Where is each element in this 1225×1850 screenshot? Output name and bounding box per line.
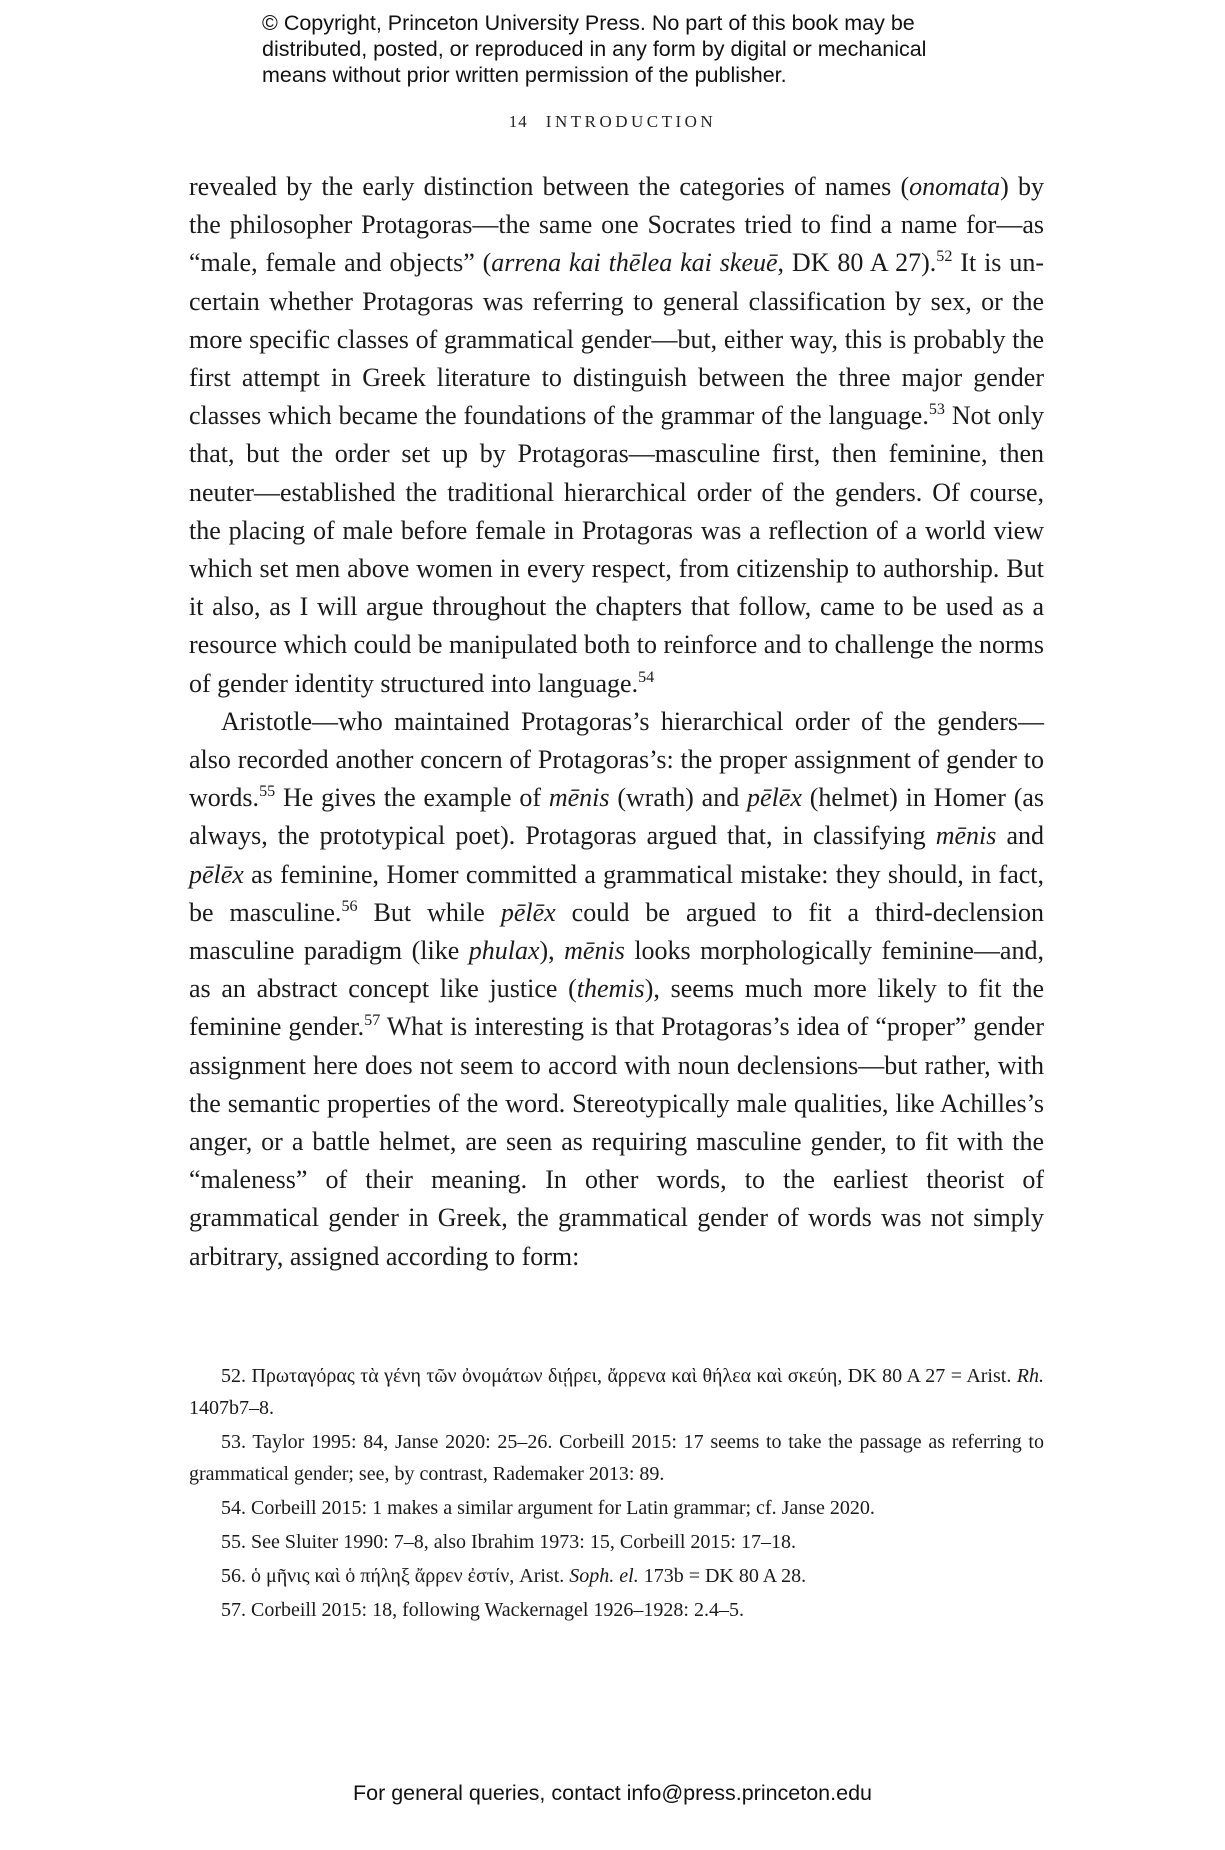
footnote-ref: 55 xyxy=(259,783,276,801)
text-run: ), seems much more likely to fit the feminine gender. xyxy=(189,974,1044,1042)
paragraph xyxy=(189,703,1044,1276)
footnote-55: 55. See Sluiter 1990: 7–8, also Ibrahim 1973: 15, Corbeill 2015: 17–18. xyxy=(221,1531,796,1553)
copyright-line: distributed, posted, or reproduced in any form by digital or mechanical xyxy=(262,37,927,61)
text-run: , DK 80 A 27). xyxy=(777,248,937,278)
footnote-ref: 54 xyxy=(638,668,655,686)
text-run: 52. Πρωταγόρας τὰ γένη τῶν ὀνομάτων διῄρει, ἄρρενα καὶ θήλεα καὶ σκεύη, DK 80 A 27 = Arist. xyxy=(221,1365,1017,1387)
text-run: He gives the example of xyxy=(275,783,549,813)
italic-term: Rh. xyxy=(1016,1365,1044,1387)
page-number: 14 xyxy=(508,112,528,131)
footnote-57: 57. Corbeill 2015: 18, following Wackernagel 1926–1928: 2.4–5. xyxy=(221,1599,744,1621)
text-run: Not only that, but the order set up by Protagoras—masculine first, then feminine, then neuter—established the traditional hierarchical order of the genders. Of course, the placing of male before female in Protagoras was a reflection of a world view which set men above women in every respect, from citizenship to authorship. But it also, as I will argue throughout the chapters that follow, came to be used as a resource which could be manipulated both to reinforce and to challenge the norms of gender identity structured into language. xyxy=(189,401,1044,698)
footnote-ref: 52 xyxy=(936,248,953,266)
chapter-title: INTRODUCTION xyxy=(545,112,717,131)
italic-term: mēnis xyxy=(935,821,997,851)
italic-term: onomata xyxy=(909,172,1001,201)
copyright-notice xyxy=(262,10,982,88)
body-text xyxy=(189,168,1044,1276)
italic-term: arrena kai thēlea kai skeuē xyxy=(491,248,778,278)
italic-term: mēnis xyxy=(564,936,625,966)
copyright-line: means without prior written permission of the publisher. xyxy=(262,63,787,87)
copyright-line: © Copyright, Princeton University Press. No part of this book may be xyxy=(262,11,915,35)
italic-term: themis xyxy=(576,974,645,1004)
text-run: ), xyxy=(539,936,565,966)
footnote-54: 54. Corbeill 2015: 1 makes a similar argument for Latin grammar; cf. Janse 2020. xyxy=(221,1497,875,1519)
paragraph xyxy=(189,168,1044,703)
footer-contact: For general queries, contact info@press.princeton.edu xyxy=(352,1781,872,1805)
text-run: revealed by the early distinction between the categories of names ( xyxy=(189,172,910,201)
italic-term: Soph. el. xyxy=(569,1565,639,1587)
text-run: could be argued to fit a third-declension masculine paradigm (like xyxy=(189,897,1044,966)
text-run: But while xyxy=(357,897,501,927)
text-run: What is interesting is that Protagoras’s idea of “proper” gender assignment here does not seem to accord with noun declensions—but rather, with the semantic properties of the word. Stereotypically male qualities, like Achilles’s anger, or a battle helmet, are seen as requiring masculine gender, to fit with the “maleness” of their meaning. In other words, to the earliest theorist of grammatical gender in Greek, the grammatical gender of words was not simply arbitrary, assigned according to form: xyxy=(189,1012,1045,1271)
text-run: and xyxy=(996,821,1044,851)
text-run: (helmet) in Homer (as always, the prototypical poet). Protagoras argued that, in classifying xyxy=(189,783,1045,851)
italic-term: phulax xyxy=(468,936,540,966)
text-run: It is uncertain whether Protagoras was referring to general classification by sex, or the more specific classes of grammatical gender—but, either way, this is probably the first attempt in Greek literature to distinguish between the three major gender classes which became the foundations of the grammar of the language. xyxy=(189,248,1044,431)
italic-term: pēlēx xyxy=(189,859,244,889)
footnote-56 xyxy=(189,1560,1044,1592)
running-head xyxy=(0,112,1225,132)
text-run: looks morphologically feminine—and, as an abstract concept like justice ( xyxy=(189,936,1044,1004)
italic-term: mēnis xyxy=(548,783,610,813)
italic-term: pēlēx xyxy=(500,897,556,927)
text-run: (wrath) and xyxy=(609,783,748,813)
footnote-53: 53. Taylor 1995: 84, Janse 2020: 25–26. Corbeill 2015: 17 seems to take the passage as referring to grammatical gender; see, by contrast, Rademaker 2013: 89. xyxy=(189,1431,1044,1485)
text-run: 173b = DK 80 A 28. xyxy=(638,1565,807,1587)
text-run: 56. ὁ μῆνις καὶ ὁ πήληξ ἄρρεν ἐστίν, Arist. xyxy=(221,1565,570,1587)
footnote-52 xyxy=(189,1360,1044,1424)
footnote-ref: 53 xyxy=(928,401,945,419)
footnotes xyxy=(189,1360,1044,1626)
text-run: ) by the philosopher Protagoras—the same one Socrates tried to find a name for—as “male, female and objects” ( xyxy=(189,172,1044,278)
italic-term: pēlēx xyxy=(747,783,802,813)
footnote-ref: 56 xyxy=(341,897,358,915)
text-run: Aristotle—who maintained Protagoras’s hierarchical order of the genders—also recorded another concern of Protagoras’s: the proper assignment of gender to words. xyxy=(189,706,1044,813)
footnote-ref: 57 xyxy=(364,1012,381,1030)
text-run: 1407b7–8. xyxy=(189,1397,274,1419)
text-run: as feminine, Homer committed a grammatical mistake: they should, in fact, be masculine. xyxy=(189,859,1044,927)
